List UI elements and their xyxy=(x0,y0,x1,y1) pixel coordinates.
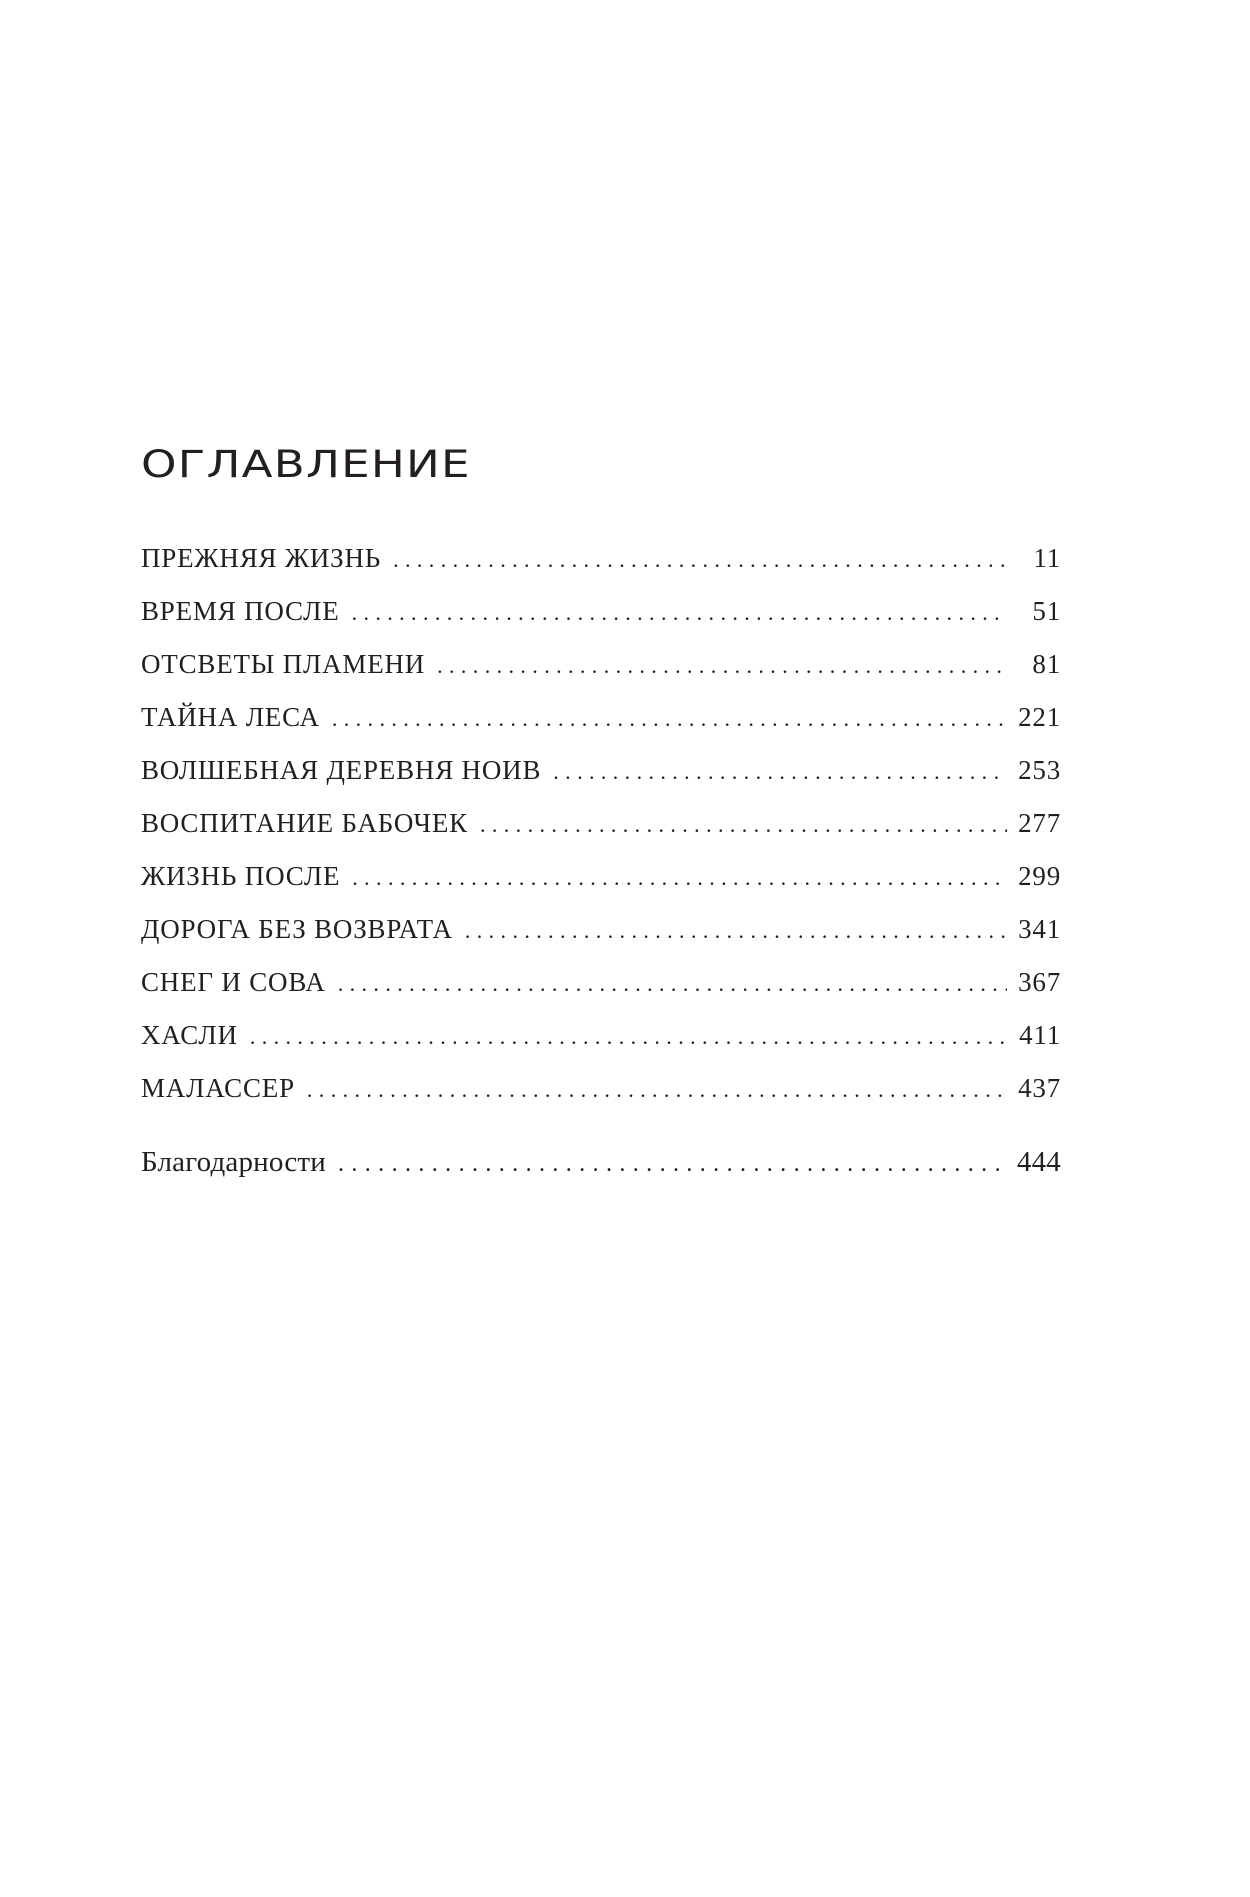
toc-entry xyxy=(141,863,1061,916)
toc-list xyxy=(141,545,1061,1201)
toc-entry-page: 277 xyxy=(1018,808,1061,838)
toc-entry xyxy=(141,704,1061,757)
toc-entry-page: 81 xyxy=(1032,649,1061,679)
toc-entry-page: 367 xyxy=(1018,967,1061,997)
toc-entry-title: ХАСЛИ xyxy=(141,1020,238,1050)
dot-leader xyxy=(338,1152,1007,1176)
toc-entry-title: СНЕГ И СОВА xyxy=(141,967,326,997)
toc-entry-title: ОТСВЕТЫ ПЛАМЕНИ xyxy=(141,649,426,679)
toc-title: ОГЛАВЛЕНИЕ xyxy=(141,443,471,486)
toc-entry-page: 299 xyxy=(1018,861,1061,891)
toc-entry-title: МАЛАССЕР xyxy=(141,1073,295,1103)
toc-entry xyxy=(141,916,1061,969)
toc-entry-title: ТАЙНА ЛЕСА xyxy=(141,702,320,732)
dot-leader xyxy=(393,549,1007,571)
dot-leader xyxy=(352,602,1007,624)
toc-entry xyxy=(141,1075,1061,1128)
toc-entry xyxy=(141,757,1061,810)
toc-entry-acknowledgements xyxy=(141,1148,1061,1201)
toc-entry-page: 11 xyxy=(1033,543,1061,573)
toc-entry-title: ВОСПИТАНИЕ БАБОЧЕК xyxy=(141,808,468,838)
toc-entry xyxy=(141,545,1061,598)
dot-leader xyxy=(307,1079,1007,1101)
toc-entry-title: ДОРОГА БЕЗ ВОЗВРАТА xyxy=(141,914,453,944)
toc-entry xyxy=(141,810,1061,863)
dot-leader xyxy=(553,761,1007,783)
toc-entry-title: ВОЛШЕБНАЯ ДЕРЕВНЯ НОИВ xyxy=(141,755,542,785)
toc-entry-title: ПРЕЖНЯЯ ЖИЗНЬ xyxy=(141,543,382,573)
toc-entry-title: Благодарности xyxy=(141,1146,326,1178)
toc-entry xyxy=(141,1022,1061,1075)
toc-entry-page: 51 xyxy=(1032,596,1061,626)
dot-leader xyxy=(338,973,1007,995)
toc-entry-title: ЖИЗНЬ ПОСЛЕ xyxy=(141,861,341,891)
dot-leader xyxy=(480,814,1007,836)
toc-entry xyxy=(141,969,1061,1022)
dot-leader xyxy=(352,867,1007,889)
toc-entry-page: 444 xyxy=(1016,1146,1061,1178)
toc-entry-title: ВРЕМЯ ПОСЛЕ xyxy=(141,596,340,626)
toc-entry-page: 253 xyxy=(1018,755,1061,785)
dot-leader xyxy=(437,655,1007,677)
dot-leader xyxy=(332,708,1007,730)
toc-entry xyxy=(141,598,1061,651)
toc-entry-page: 221 xyxy=(1018,702,1061,732)
dot-leader xyxy=(250,1026,1007,1048)
toc-entry-page: 411 xyxy=(1019,1020,1061,1050)
toc-entry-page: 437 xyxy=(1018,1073,1061,1103)
toc-entry xyxy=(141,651,1061,704)
toc-entry-page: 341 xyxy=(1018,914,1061,944)
dot-leader xyxy=(465,920,1007,942)
